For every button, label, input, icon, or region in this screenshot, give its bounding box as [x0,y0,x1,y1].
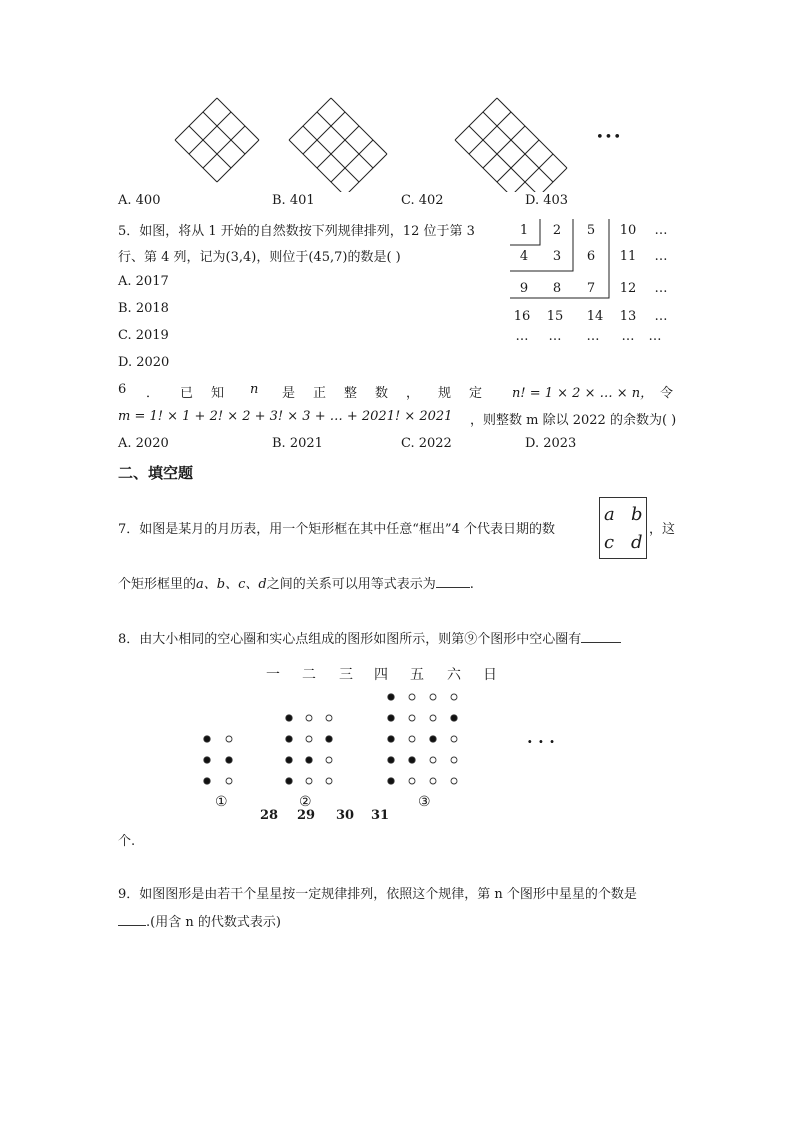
hollow-dot [409,715,415,721]
lattice-figure-3 [455,98,567,192]
q5-option-b: B. 2018 [118,301,169,316]
q8-answer-blank[interactable] [581,630,621,643]
grid-cell: … [548,329,562,344]
solid-dot [204,778,210,784]
solid-dot [286,757,292,763]
solid-dot [388,757,394,763]
solid-dot [204,757,210,763]
grid-cell: 5 [586,223,596,238]
hollow-dot [451,736,457,742]
grid-cell: 10 [619,223,637,238]
q6-factorial-def: n! = 1 × 2 × … × n， [512,386,654,401]
grid-cell: … [654,249,668,264]
solid-dot [204,736,210,742]
grid-cell: 1 [519,223,529,238]
grid-cell: … [648,329,662,344]
hollow-dot [306,736,312,742]
grid-cell: 11 [619,249,637,264]
q6-option-a: A. 2020 [118,436,169,451]
grid-cell: 8 [552,281,562,296]
hollow-dot [409,736,415,742]
grid-cell: 2 [552,223,562,238]
q7-answer-blank[interactable] [436,575,470,588]
hollow-dot [226,778,232,784]
solid-dot [388,778,394,784]
q4-lattice-figures [165,92,635,192]
q7-line2: 个矩形框里的a、b、c、d之间的关系可以用等式表示为 . [118,577,474,592]
solid-dot [286,715,292,721]
lattice-figure-2 [289,98,387,192]
q5-line2: 行、第 4 列，记为(3,4)，则位于(45,7)的数是( ) [118,250,401,265]
grid-cell: 7 [586,281,596,296]
q7-line1-end: ，这 [649,522,676,537]
q5-number-grid [505,215,685,350]
q9-line1: 9．如图图形是由若干个星星按一定规律排列，依照这个规律，第 n 个图形中星星的个数是 [118,887,637,902]
q5-option-d: D. 2020 [118,355,170,370]
solid-dot [286,736,292,742]
hollow-dot [306,715,312,721]
q9-line2: .(用含 n 的代数式表示) [118,911,281,930]
q7-line1: 7．如图是某月的月历表，用一个矩形框在其中任意“框出”4 个代表日期的数 [118,522,555,537]
solid-dot [451,715,457,721]
solid-dot [306,757,312,763]
hollow-dot [226,736,232,742]
solid-dot [430,736,436,742]
solid-dot [226,757,232,763]
grid-cell: 13 [619,309,637,324]
q4-option-a: A. 400 [118,193,161,208]
lattice-figure-1 [175,98,259,182]
q8-end: 个. [118,834,136,849]
grid-cell: 4 [519,249,529,264]
hollow-dot [451,694,457,700]
q6-option-c: C. 2022 [401,436,452,451]
grid-cell: 6 [586,249,596,264]
q4-option-c: C. 402 [401,193,444,208]
q6-m-formula: m = 1! × 1 + 2! × 2 + 3! × 3 + … + 2021! × 2021 [118,409,453,424]
hollow-dot [409,694,415,700]
solid-dot [286,778,292,784]
grid-cell: … [586,329,600,344]
q6-option-b: B. 2021 [272,436,323,451]
q7-abcd-box: a b c d [599,497,647,559]
lattice-ellipsis: ••• [596,130,623,145]
hollow-dot [430,694,436,700]
section-fill-in-title: 二、填空题 [118,464,194,482]
grid-cell: … [621,329,635,344]
solid-dot [388,694,394,700]
figures-ellipsis: · · · [527,732,555,751]
grid-cell: 12 [619,281,637,296]
q8-dot-figures [195,688,475,793]
q4-option-d: D. 403 [525,193,569,208]
q4-option-b: B. 401 [272,193,315,208]
q8-line1: 8．由大小相同的空心圈和实心点组成的图形如图所示，则第⑨个图形中空心圈有 [118,628,621,647]
hollow-dot [451,778,457,784]
grid-cell: … [515,329,529,344]
hollow-dot [430,757,436,763]
grid-cell: 14 [586,309,604,324]
grid-cell: 15 [546,309,564,324]
hollow-dot [451,757,457,763]
hollow-dot [430,715,436,721]
hollow-dot [326,778,332,784]
solid-dot [388,715,394,721]
q9-answer-blank[interactable] [118,913,146,926]
solid-dot [409,757,415,763]
solid-dot [326,736,332,742]
grid-cell: … [654,281,668,296]
hollow-dot [326,757,332,763]
grid-cell: … [654,223,668,238]
q5-option-a: A. 2017 [118,274,169,289]
grid-cell: 3 [552,249,562,264]
q5-line1: 5．如图，将从 1 开始的自然数按下列规律排列，12 位于第 3 [118,224,475,239]
hollow-dot [306,778,312,784]
hollow-dot [430,778,436,784]
hollow-dot [326,715,332,721]
q6-question: ，则整数 m 除以 2022 的余数为( ) [470,413,677,428]
grid-cell: 9 [519,281,529,296]
grid-cell: … [654,309,668,324]
q6-option-d: D. 2023 [525,436,577,451]
hollow-dot [409,778,415,784]
q5-option-c: C. 2019 [118,328,169,343]
solid-dot [388,736,394,742]
grid-cell: 16 [513,309,531,324]
